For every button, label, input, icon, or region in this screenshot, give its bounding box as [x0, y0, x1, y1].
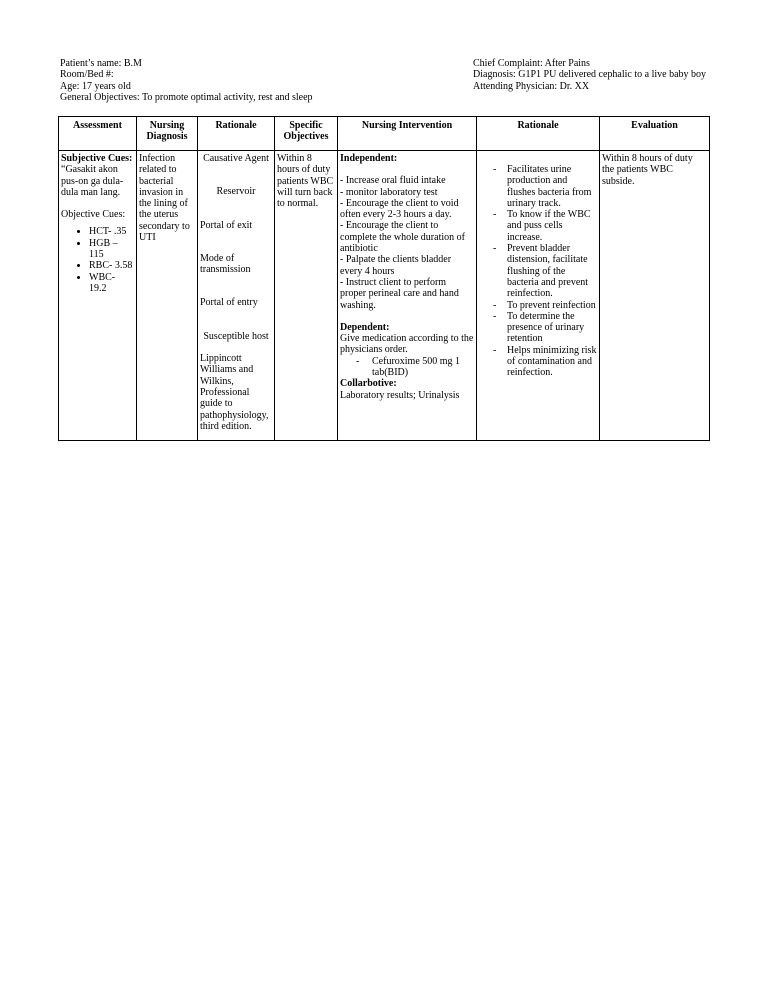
rationale-cell [198, 151, 275, 441]
intervention-cell [338, 151, 477, 441]
dash-marker: - [493, 164, 497, 175]
objectives-cell: Within 8 hours of duty patients WBC will turn back to normal. [275, 151, 338, 441]
subjective-label: Subjective Cues: [61, 153, 133, 164]
portal-of-exit: Portal of exit [200, 219, 253, 231]
dash-marker: - [493, 243, 497, 255]
chief-complaint: Chief Complaint: After Pains [473, 58, 590, 69]
dependent-label: Dependent: [340, 321, 390, 333]
rationale-text: To know if the WBC and puss cells increase. [507, 209, 591, 243]
general-objectives: General Objectives: To promote optimal activity, rest and sleep [60, 91, 313, 103]
table-header-row [59, 117, 710, 151]
medication-text: Cefuroxime 500 mg 1 tab(BID) [372, 355, 461, 379]
rationale-text: Helps minimizing risk of contamination and reinfection. [507, 344, 597, 379]
list-item [493, 164, 597, 209]
list-item: - monitor laboratory test [340, 186, 438, 198]
independent-label: Independent: [340, 153, 398, 164]
mode-of-transmission: Mode of transmission [200, 252, 251, 276]
rationale-2-cell [477, 151, 600, 441]
dash-marker: - [493, 310, 497, 322]
rationale-text: Prevent bladder distension, facilitate flushing of the bacteria and prevent reinfection. [507, 243, 589, 300]
header-specific-objectives: Specific Objectives [275, 117, 338, 151]
dash-marker: - [493, 299, 497, 311]
header-evaluation: Evaluation [600, 117, 710, 151]
table-row [59, 151, 710, 441]
list-item: - Palpate the clients bladder every 4 hours [340, 254, 452, 277]
list-item [493, 345, 597, 379]
list-item: • HCT- .35 [89, 226, 134, 237]
assessment-cell [59, 151, 137, 441]
dash-marker: - [356, 355, 360, 367]
clinical-info [473, 58, 706, 92]
portal-of-entry: Portal of entry [200, 297, 258, 309]
rationale-text: Facilitates urine production and flushes bacteria from urinary track. [507, 164, 592, 209]
objective-cues-list [61, 226, 134, 294]
room-bed: Room/Bed #: [60, 69, 114, 81]
header-nursing-diagnosis: Nursing Diagnosis [137, 117, 198, 151]
diagnosis-cell: Infection related to bacterial invasion in the lining of the uterus secondary to UTI [137, 151, 198, 441]
medication-item [340, 356, 474, 379]
list-item: - Encourage the client to void often every 2-3 hours a day. [340, 197, 459, 221]
reference: Lippincott Williams and Wilkins, Professional guide to pathophysiology, third edition. [200, 353, 269, 432]
header-nursing-intervention: Nursing Intervention [338, 117, 477, 151]
dependent-text: Give medication according to the physicians order. [340, 333, 474, 356]
list-item [493, 243, 597, 299]
susceptible-host: Susceptible host [203, 330, 269, 342]
header-assessment: Assessment [59, 117, 137, 151]
patient-age: Age: 17 years old [60, 80, 131, 92]
causative-agent: Causative Agent [203, 153, 269, 164]
reservoir: Reservoir [216, 186, 256, 198]
attending-physician: Attending Physician: Dr. XX [473, 80, 590, 92]
header-rationale-2: Rationale [477, 117, 600, 151]
list-item: • RBC- 3.58 [89, 260, 134, 271]
collaborative-text: Laboratory results; Urinalysis [340, 389, 460, 401]
list-item [493, 300, 597, 311]
objective-label: Objective Cues: [61, 209, 126, 221]
list-item: • WBC- 19.2 [89, 272, 134, 295]
list-item: • HGB – 115 [89, 238, 134, 261]
list-item: - Instruct client to perform proper perineal care and hand washing. [340, 276, 459, 311]
list-item [493, 311, 597, 345]
nursing-care-plan-table [58, 116, 710, 441]
list-item: - Encourage the client to complete the whole duration of antibiotic [340, 220, 465, 255]
rationale-text: To prevent reinfection [507, 299, 596, 311]
patient-name: Patient’s name: B.M [60, 58, 142, 69]
dash-marker: - [493, 209, 497, 221]
subjective-text: “Gasakit akon pus-on ga dula-dula man lang. [61, 164, 124, 198]
header-rationale: Rationale [198, 117, 275, 151]
collaborative-label: Collarbotive: [340, 378, 397, 390]
evaluation-cell: Within 8 hours of duty the patients WBC subside. [600, 151, 710, 441]
dash-marker: - [493, 344, 497, 356]
list-item: - Increase oral fluid intake [340, 175, 446, 187]
patient-info [60, 58, 313, 103]
list-item [493, 209, 597, 243]
rationale-text: To determine the presence of urinary retention [507, 310, 585, 345]
diagnosis-line: Diagnosis: G1P1 PU delivered cephalic to a live baby boy [473, 69, 707, 81]
